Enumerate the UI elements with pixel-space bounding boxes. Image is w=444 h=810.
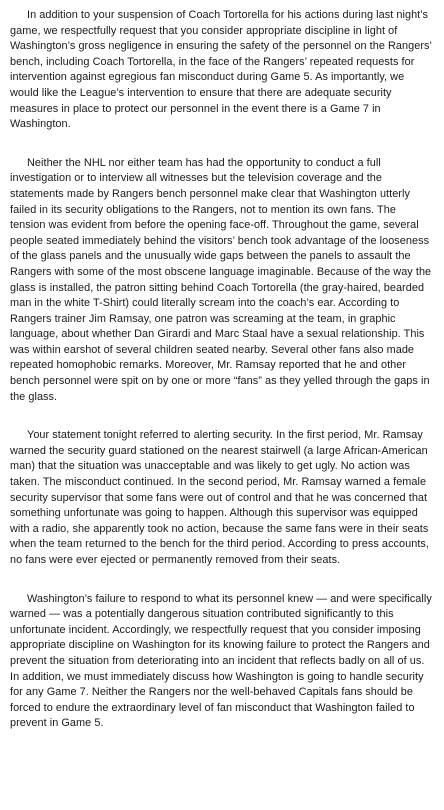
paragraph-security-warnings: Your statement tonight referred to alerting security. In the first period, Mr. Ramsay warned the security guard stationed on the nearest stairwell (a large African-American man) that the situation was unacceptable and was likely to get ugly. No action was taken. The misconduct continued. In the second period, Mr. Ramsay warned a female security supervisor that some fans were out of control and that he was concerned that something unfortunate was going to happen. Although this supervisor was equipped with a radio, she apparently took no action, because the same fans were in their seats when the team returned to the bench for the third period. According to press accounts, no fans were ever ejected or permanently removed from their seats. bbox=[10, 429, 429, 566]
paragraph-discipline-request: Washington’s failure to respond to what its personnel knew — and were specifically warned — was a potentially dangerous situation contributed significantly to this unfortunate incident. Accordingly, we respectfully request that you consider imposing appropriate discipline on Washington for its knowing failure to protect the Rangers and prevent the situation from deteriorating into an incident that reflects badly on all of us. In addition, we must immediately discuss how Washington is going to handle security for any Game 7. Neither the Rangers nor the well-behaved Capitals fans should be forced to endure the extraordinary level of fan misconduct that Washington failed to prevent in Game 5. bbox=[10, 592, 432, 730]
paragraph-security-failure: Neither the NHL nor either team has had the opportunity to conduct a full investigation or to interview all witnesses but the television coverage and the statements made by Rangers bench personnel make clear that Washington utterly failed in its security obligations to the Rangers, not to mention its own fans. The tension was evident from before the opening face-off. Throughout the game, several people seated immediately behind the visitors’ bench took advantage of the looseness of the glass panels and the unusually wide gaps between the panels to assault the Rangers with some of the most obscene language imaginable. Because of the way the glass is installed, the patron sitting behind Coach Tortorella (the gray-haired, bearded man in the white T-Shirt) could literally scream into the coach’s ear. According to Rangers trainer Jim Ramsay, one patron was screaming at the team, in graphic language, about whether Dan Girardi and Marc Staal have a sexual relationship. This was within earshot of several children seated nearby. Several other fans also made repeated homophobic remarks. Moreover, Mr. Ramsay reported that he and other bench personnel were spit on by one or more “fans” as they yelled through the gaps in the glass. bbox=[10, 156, 432, 403]
paragraph-suspension-request: In addition to your suspension of Coach Tortorella for his actions during last night’s game, we respectfully request that you consider appropriate discipline in light of Washington’s gross negligence in ensuring the safety of the personnel on the Rangers’ bench, including Coach Tortorella, in the face of the Rangers’ repeated requests for intervention against egregious fan misconduct during Game 5. As importantly, we would like the League’s intervention to ensure that there are adequate security measures in place to protect our personnel in the event there is a Game 7 in Washington. bbox=[10, 9, 432, 131]
